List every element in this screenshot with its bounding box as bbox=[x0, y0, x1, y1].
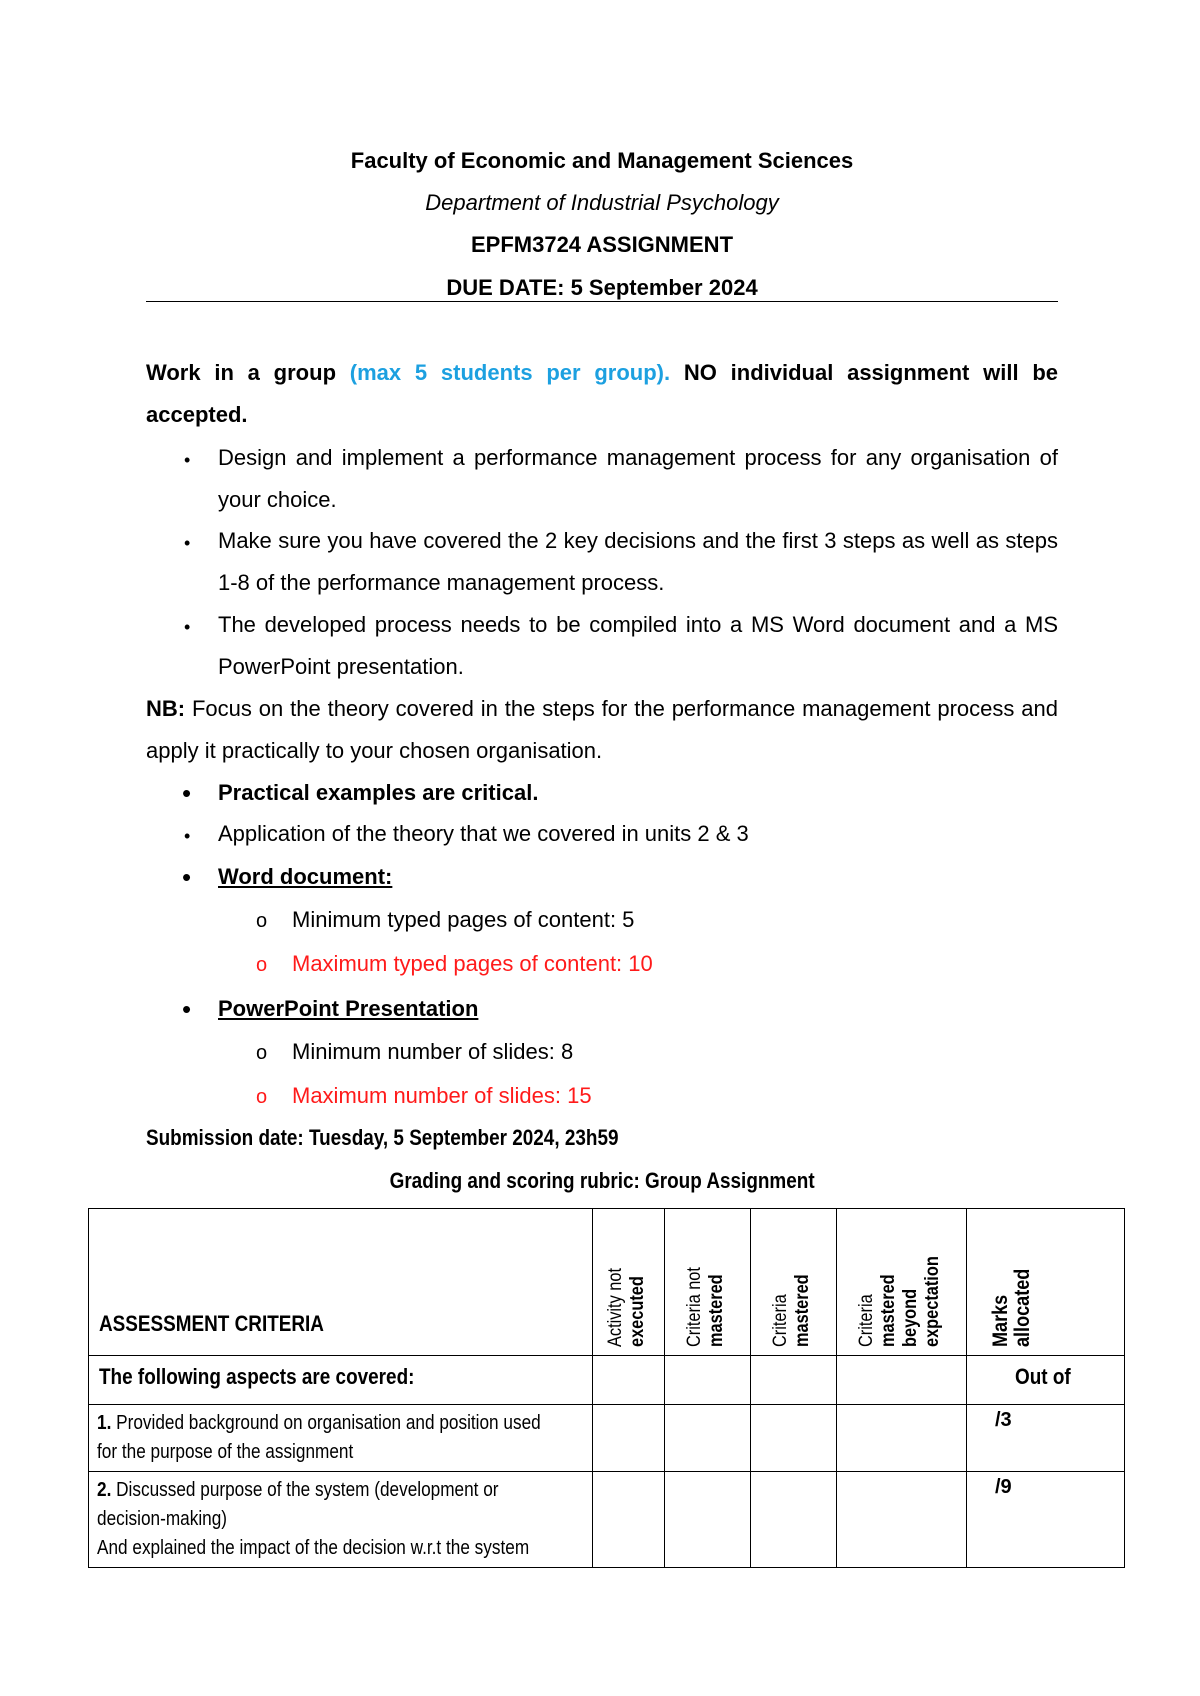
criterion-1-marks: /3 bbox=[995, 1409, 1012, 1431]
submission-date: Submission date: Tuesday, 5 September 2024, 23h59 bbox=[146, 1125, 619, 1150]
bullet-icon: • bbox=[182, 994, 192, 1024]
word-min-pages: Minimum typed pages of content: 5 bbox=[292, 907, 635, 932]
faculty-title: Faculty of Economic and Management Sciences bbox=[350, 148, 854, 173]
nb-note: NB: Focus on the theory covered in the steps for the performance management process and apply it practically to your chosen organisation. bbox=[146, 696, 1058, 763]
col-criteria-mastered: Criteria mastered bbox=[769, 1274, 813, 1347]
col-marks-allocated: Marks allocated bbox=[988, 1268, 1034, 1347]
sub-bullet-icon: o bbox=[256, 1042, 268, 1064]
bullet-item: Design and implement a performance management process for any organisation of your choice. bbox=[218, 445, 1058, 512]
col-beyond-expectation: Criteria mastered beyond expectation bbox=[855, 1256, 943, 1347]
bullet-icon: • bbox=[182, 778, 192, 808]
table-row bbox=[89, 1472, 1125, 1568]
bullet-item: The developed process needs to be compiled into a MS Word document and a MS PowerPoint presentation. bbox=[218, 612, 1058, 679]
sub-bullet-icon: o bbox=[256, 1086, 268, 1108]
bullet-icon: • bbox=[184, 617, 191, 637]
bullet-item: Make sure you have covered the 2 key decisions and the first 3 steps as well as steps 1-8 of the performance management process. bbox=[218, 528, 1058, 595]
assignment-title: EPFM3724 ASSIGNMENT bbox=[470, 232, 734, 257]
table-row bbox=[89, 1405, 1125, 1472]
col-activity-not-executed: Activity not executed bbox=[604, 1267, 648, 1347]
rubric-table bbox=[88, 1208, 1125, 1568]
sub-bullet-icon: o bbox=[256, 910, 268, 932]
header-divider bbox=[146, 301, 1058, 302]
table-header-row bbox=[89, 1209, 1125, 1356]
ppt-heading: PowerPoint Presentation bbox=[218, 996, 479, 1021]
bullet-icon: • bbox=[182, 862, 192, 892]
criterion-2-marks: /9 bbox=[995, 1476, 1012, 1498]
bullet-icon: • bbox=[184, 826, 191, 846]
ppt-max-slides: Maximum number of slides: 15 bbox=[292, 1083, 592, 1108]
bullet-icon: • bbox=[184, 533, 191, 553]
criterion-1: 1. Provided background on organisation and position used for the purpose of the assignment bbox=[97, 1412, 541, 1463]
aspects-label: The following aspects are covered: bbox=[99, 1364, 415, 1389]
application-theory: Application of the theory that we covered in units 2 & 3 bbox=[218, 821, 749, 846]
criterion-2: 2. Discussed purpose of the system (development or decision-making) And explained the impact of the decision w.r.t the system bbox=[97, 1479, 530, 1559]
practical-examples: Practical examples are critical. bbox=[218, 780, 539, 805]
bullet-icon: • bbox=[184, 450, 191, 470]
col-criteria-not-mastered: Criteria not mastered bbox=[683, 1267, 727, 1347]
ppt-min-slides: Minimum number of slides: 8 bbox=[292, 1039, 574, 1064]
due-date: DUE DATE: 5 September 2024 bbox=[446, 275, 758, 300]
word-max-pages: Maximum typed pages of content: 10 bbox=[292, 951, 653, 976]
sub-bullet-icon: o bbox=[256, 954, 268, 976]
rubric-title: Grading and scoring rubric: Group Assignment bbox=[389, 1168, 815, 1193]
table-row bbox=[89, 1356, 1125, 1405]
department-title: Department of Industrial Psychology bbox=[425, 190, 779, 215]
out-of-label: Out of bbox=[1015, 1364, 1071, 1389]
word-document-heading: Word document: bbox=[218, 864, 393, 889]
criteria-header: ASSESSMENT CRITERIA bbox=[99, 1311, 324, 1336]
group-instruction: Work in a group (max 5 students per group). NO individual assignment will be accepted. bbox=[146, 360, 1058, 427]
